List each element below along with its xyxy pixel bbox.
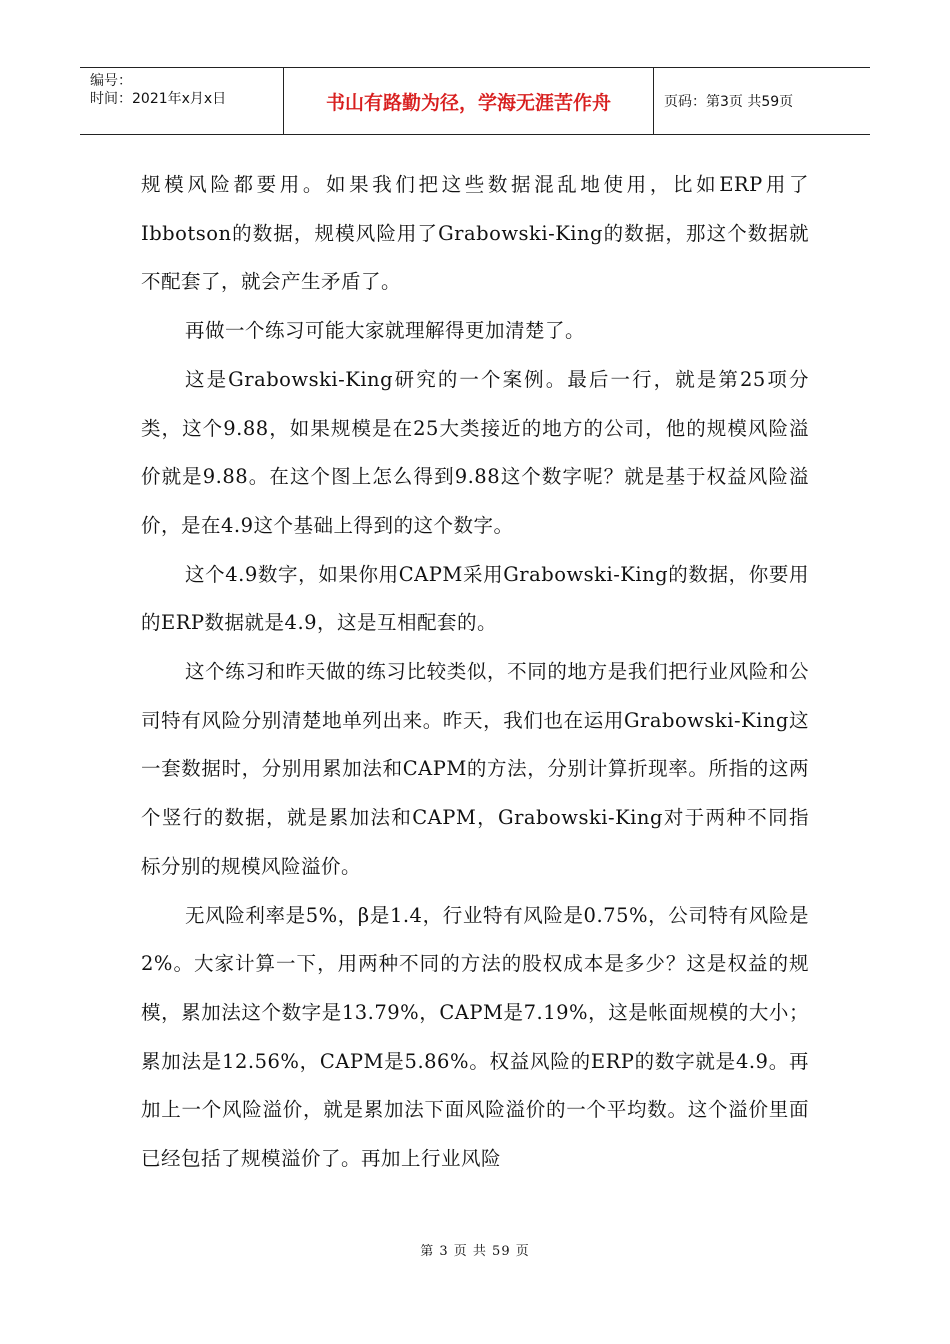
page-header (80, 67, 870, 135)
paragraph-3: 这是Grabowski-King研究的一个案例。最后一行，就是第25项分类，这个9.88，如果规模是在25大类接近的地方的公司，他的规模风险溢价就是9.88。在这个图上怎么得到9.88这个数字呢？就是基于权益风险溢价，是在4.9这个基础上得到的这个数字。 (141, 367, 809, 537)
paragraph-6: 无风险利率是5%，β是1.4，行业特有风险是0.75%，公司特有风险是2%。大家计算一下，用两种不同的方法的股权成本是多少？这是权益的规模，累加法这个数字是13.79%，CAPM是7.19%，这是帐面规模的大小；累加法是12.56%，CAPM是5.86%。权益风险的ERP的数字就是4.9。再加上一个风险溢价，就是累加法下面风险溢价的一个平均数。这个溢价里面已经包括了规模溢价了。再加上行业风险 (141, 903, 809, 1171)
page-footer: 第 3 页 共 59 页 (420, 1244, 530, 1259)
paragraph-1: 规模风险都要用。如果我们把这些数据混乱地使用，比如ERP用了Ibbotson的数据，规模风险用了Grabowski-King的数据，那这个数据就不配套了，就会产生矛盾了。 (141, 173, 809, 294)
paragraph-4: 这个4.9数字，如果你用CAPM采用Grabowski-King的数据，你要用的ERP数据就是4.9，这是互相配套的。 (141, 562, 809, 635)
serial-number-label: 编号： (90, 73, 132, 89)
paragraph-2: 再做一个练习可能大家就理解得更加清楚了。 (185, 319, 586, 343)
header-left-cell (80, 68, 283, 134)
header-page-info: 页码：第3页 共59页 (664, 94, 794, 110)
date-label: 时间：2021年x月x日 (90, 91, 227, 107)
paragraph-5: 这个练习和昨天做的练习比较类似，不同的地方是我们把行业风险和公司特有风险分别清楚地单列出来。昨天，我们也在运用Grabowski-King这一套数据时，分别用累加法和CAPM的方法，分别计算折现率。所指的这两个竖行的数据，就是累加法和CAPM，Grabowski-King对于两种不同指标分别的规模风险溢价。 (141, 660, 809, 878)
header-motto: 书山有路勤为径，学海无涯苦作舟 (283, 68, 654, 134)
document-body (141, 161, 809, 1184)
